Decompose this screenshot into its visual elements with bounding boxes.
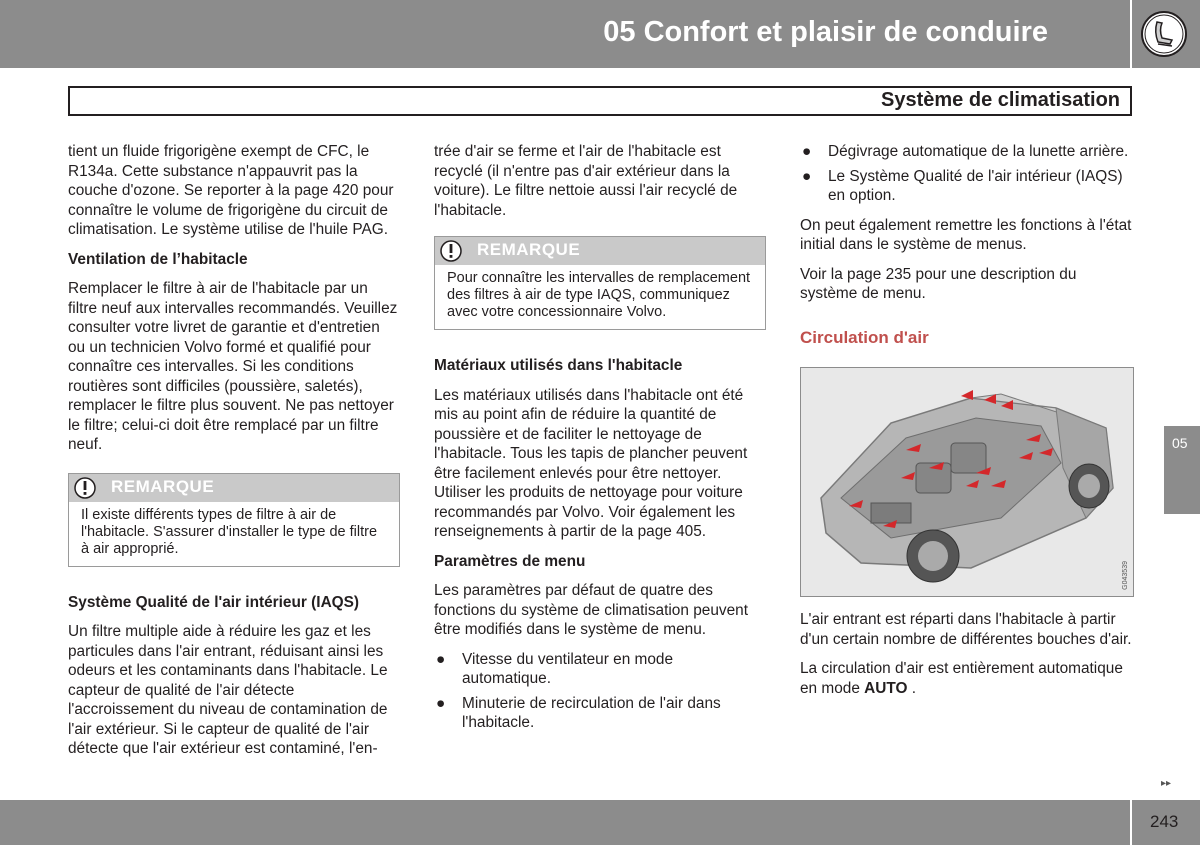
ventilation-paragraph: Remplacer le filtre à air de l'habitacle par un filtre neuf aux intervalles recommandés. Veuillez consulter votre livret de garantie et d'entretien ou un technicien Volvo formé et qualifié pour connaître ces intervalles. Si les conditions routières sont difficiles (poussière, saletés), remplacer le filtre plus souvent. Ne pas nettoyer le filtre; celui-ci doit être remplacé par un filtre neuf. [68, 280, 398, 453]
bullet-icon: ● [802, 167, 812, 185]
see-page-paragraph: Voir la page 235 pour une description du système de menu. [800, 265, 1077, 302]
auto-text-after: . [907, 679, 917, 697]
section-title-box [68, 86, 1132, 116]
note-header [435, 237, 765, 265]
intro-paragraph: tient un fluide frigorigène exempt de CFC, le R134a. Cette substance n'appauvrit pas la couche d'ozone. Se reporter à la page 420 pour connaître le volume de frigorigène du circuit de climatisation. Le système utilise de l'huile PAG. [68, 143, 394, 238]
menu-heading: Paramètres de menu [434, 552, 586, 570]
menu-paragraph: Les paramètres par défaut de quatre des fonctions du système de climatisation peuvent être modifiés dans le système de menu. [434, 582, 748, 638]
note-text: Il existe différents types de filtre à air de l'habitacle. S'assurer d'installer le type de filtre à air approprié. [81, 506, 378, 557]
reset-paragraph: On peut également remettre les fonctions à l'état initial dans le système de menus. [800, 216, 1132, 253]
bullet-icon: ● [436, 650, 446, 668]
chapter-header-bar [0, 0, 1130, 68]
note-box [68, 473, 400, 567]
list-item [434, 694, 766, 733]
page-number-box [1132, 800, 1200, 845]
figure-code: G043539 [1122, 561, 1129, 590]
section-title: Système de climatisation [881, 89, 1120, 111]
menu-bullet-list-continued [800, 142, 1132, 206]
chapter-side-tab [1164, 426, 1200, 514]
list-item-text: Le Système Qualité de l'air intérieur (IAQS) en option. [828, 167, 1123, 204]
materials-heading: Matériaux utilisés dans l'habitacle [434, 357, 683, 374]
column-middle [434, 142, 766, 743]
iaqs-paragraph: Un filtre multiple aide à réduire les gaz et les particules dans l'air entrant, réduisant ainsi les odeurs et les contaminants dans l'habitacle. Le capteur de qualité de l'air détecte l'accroissement du niveau de contamination de l'air extérieur. Si le capteur de qualité de l'air détecte que l'air extérieur est contaminé, l'en- [68, 623, 388, 757]
distribution-paragraph: L'air entrant est réparti dans l'habitacle à partir d'un certain nombre de différentes bouches d'air. [800, 611, 1132, 648]
seat-icon [1140, 10, 1188, 58]
bullet-icon: ● [802, 143, 812, 160]
page-number: 243 [1150, 812, 1179, 831]
note-box [434, 236, 766, 330]
list-item [434, 650, 766, 689]
bullet-icon: ● [436, 694, 446, 712]
list-item-text: Dégivrage automatique de la lunette arrière. [828, 143, 1129, 160]
menu-bullet-list [434, 650, 766, 733]
auto-paragraph [800, 659, 1132, 698]
side-tab-label: 05 [1172, 435, 1188, 451]
list-item-text: Vitesse du ventilateur en mode automatique. [462, 650, 674, 687]
column-right [800, 142, 1132, 357]
auto-keyword: AUTO [864, 679, 908, 697]
circulation-heading: Circulation d'air [800, 327, 929, 347]
chapter-icon-box [1132, 0, 1200, 68]
info-icon [440, 240, 462, 262]
materials-paragraph: Les matériaux utilisés dans l'habitacle ont été mis au point afin de réduire la quantité de poussière et de faciliter le nettoyage de l'habitacle. Tous les tapis de plancher peuvent être facilement enlevés pour être nettoyer. Utiliser les produits de nettoyage pour voiture recommandés par Volvo. Voir également les renseignements à partir de la page 405. [434, 386, 748, 540]
list-item-text: Minuterie de recirculation de l'air dans l'habitacle. [462, 694, 721, 731]
note-title: REMARQUE [111, 476, 215, 496]
column-left [68, 142, 400, 769]
note-text: Pour connaître les intervalles de remplacement des filtres à air de type IAQS, communiquez avec votre concessionnaire Volvo. [447, 270, 751, 320]
air-circulation-figure [800, 367, 1134, 597]
info-icon [74, 477, 96, 499]
chapter-title: 05 Confort et plaisir de conduire [603, 16, 1048, 48]
list-item [800, 142, 1132, 162]
footer-bar [0, 800, 1130, 845]
ventilation-heading: Ventilation de l’habitacle [68, 250, 248, 268]
column-right-lower [800, 610, 1132, 708]
auto-text-before: La circulation d'air est entièrement automatique en mode [800, 660, 1123, 697]
list-item [800, 167, 1132, 206]
car-illustration [801, 368, 1133, 596]
next-page-arrow-icon: ▸▸ [1161, 778, 1172, 789]
note-title: REMARQUE [477, 240, 581, 259]
intro-paragraph: trée d'air se ferme et l'air de l'habitacle est recyclé (il n'entre pas d'air extérieur dans la voiture). Le filtre nettoie aussi l'air recyclé de l'habitacle. [434, 143, 738, 219]
iaqs-heading: Système Qualité de l'air intérieur (IAQS) [68, 593, 360, 611]
note-header [69, 474, 399, 502]
